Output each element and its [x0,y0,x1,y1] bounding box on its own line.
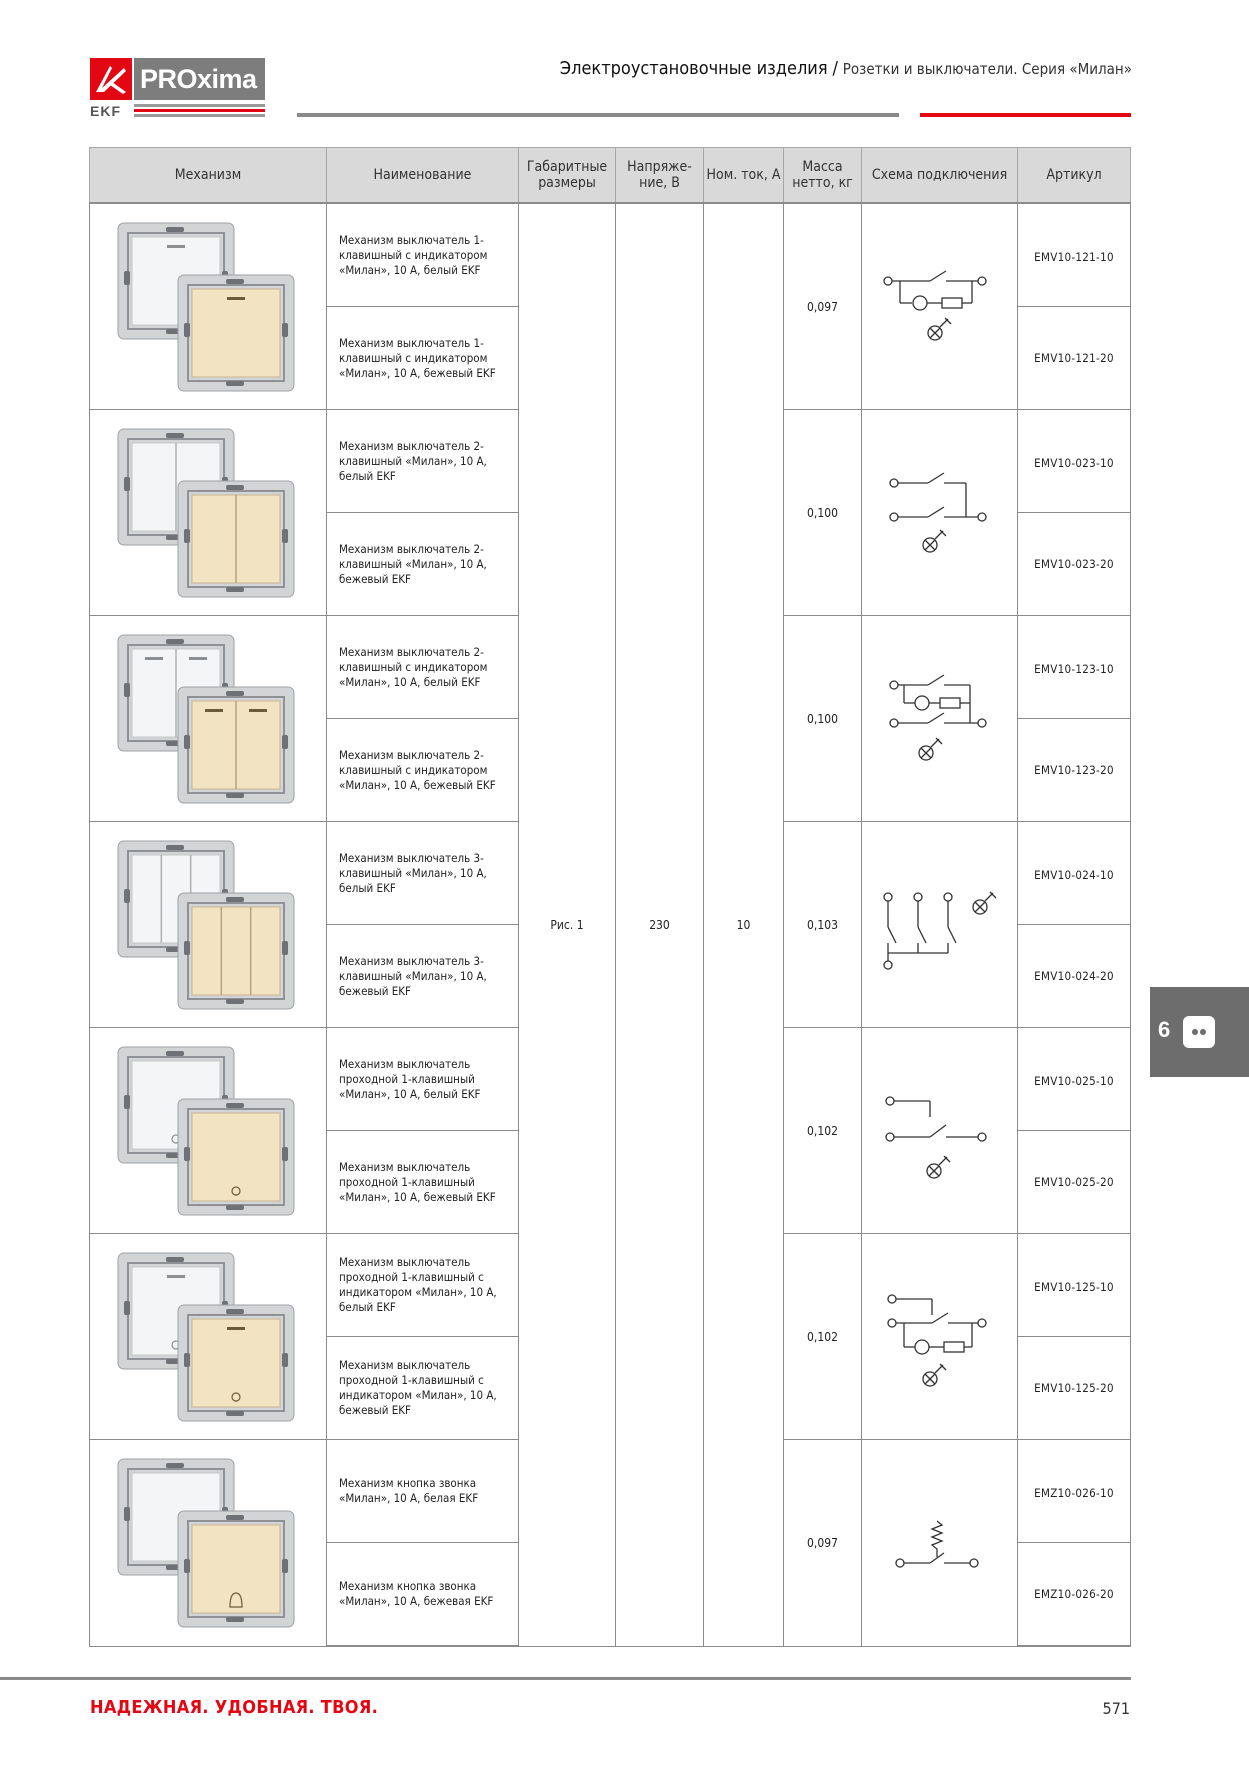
mechanism-image [90,1234,327,1440]
current-cell: 10 [704,203,784,1646]
product-name: Механизм выключатель проходной 1-клавишный с индикатором «Милан», 10 А, белый EKF [327,1234,519,1337]
col-header-current: Ном. ток, А [704,148,784,204]
product-name: Механизм кнопка звонка «Милан», 10 А, белая EKF [327,1440,519,1543]
mechanism-image [90,203,327,410]
col-header-mass: Масса нетто, кг [784,148,862,204]
header-title-main: Электроустановочные изделия [559,58,828,79]
product-name: Механизм выключатель 1-клавишный с индикатором «Милан», 10 А, бежевый EKF [327,307,519,410]
header-title-separator: / [832,58,838,79]
wiring-scheme [862,410,1018,616]
mechanism-image [90,616,327,822]
mass-cell: 0,102 [784,1234,862,1440]
product-name: Механизм выключатель проходной 1-клавишный «Милан», 10 А, белый EKF [327,1028,519,1131]
page-number: 571 [1102,1699,1130,1718]
table-header-row [90,148,1131,204]
article-code: EMV10-125-20 [1018,1337,1131,1440]
logo-sub: EKF [90,103,121,119]
mechanism-image [90,410,327,616]
product-name: Механизм выключатель проходной 1-клавишный «Милан», 10 А, бежевый EKF [327,1131,519,1234]
header-title [300,58,1132,79]
article-code: EMV10-023-10 [1018,410,1131,513]
socket-icon [1183,1016,1215,1048]
wiring-scheme [862,1028,1018,1234]
product-name: Механизм выключатель 2-клавишный с индикатором «Милан», 10 А, бежевый EKF [327,719,519,822]
table-row [90,203,1131,307]
footer-slogan: НАДЕЖНАЯ. УДОБНАЯ. ТВОЯ. [90,1697,379,1718]
mass-cell: 0,102 [784,1028,862,1234]
article-code: EMZ10-026-10 [1018,1440,1131,1543]
product-name: Механизм выключатель 3-клавишный «Милан», 10 А, белый EKF [327,822,519,925]
col-header-scheme: Схема подключения [862,148,1018,204]
mass-cell: 0,100 [784,410,862,616]
col-header-article: Артикул [1018,148,1131,204]
col-header-dimensions [519,148,616,204]
logo-stripes [134,104,265,118]
brand-logo [90,58,265,120]
table-body [90,203,1131,1646]
article-code: EMV10-121-10 [1018,203,1131,307]
article-code: EMV10-024-20 [1018,925,1131,1028]
mechanism-image [90,822,327,1028]
article-code: EMV10-024-10 [1018,822,1131,925]
article-code: EMZ10-026-20 [1018,1543,1131,1647]
article-code: EMV10-025-20 [1018,1131,1131,1234]
product-name: Механизм выключатель 3-клавишный «Милан», 10 А, бежевый EKF [327,925,519,1028]
article-code: EMV10-121-20 [1018,307,1131,410]
product-name: Механизм выключатель 1-клавишный с индикатором «Милан», 10 А, белый EKF [327,203,519,307]
product-name: Механизм выключатель 2-клавишный «Милан», 10 А, бежевый EKF [327,513,519,616]
mass-cell: 0,100 [784,616,862,822]
logo-text: PROxima [134,58,265,100]
mechanism-image [90,1440,327,1647]
voltage-cell: 230 [616,203,704,1646]
section-tab[interactable] [1150,987,1249,1077]
wiring-scheme [862,203,1018,410]
wiring-scheme [862,616,1018,822]
product-name: Механизм выключатель 2-клавишный с индикатором «Милан», 10 А, белый EKF [327,616,519,719]
product-table [89,147,1131,1647]
col-header-dimensions-text: Габаритные размеры [526,159,608,191]
article-code: EMV10-123-20 [1018,719,1131,822]
product-name: Механизм выключатель 2-клавишный «Милан», 10 А, белый EKF [327,410,519,513]
wiring-scheme [862,1440,1018,1647]
wiring-scheme [862,822,1018,1028]
footer-rule [0,1677,1131,1680]
article-code: EMV10-023-20 [1018,513,1131,616]
product-name: Механизм кнопка звонка «Милан», 10 А, бежевая EKF [327,1543,519,1647]
mass-cell: 0,097 [784,203,862,410]
section-tab-number: 6 [1158,1017,1171,1042]
header-rule-red [920,113,1131,117]
product-name: Механизм выключатель проходной 1-клавишный с индикатором «Милан», 10 А, бежевый EKF [327,1337,519,1440]
col-header-name: Наименование [327,148,519,204]
mechanism-image [90,1028,327,1234]
article-code: EMV10-125-10 [1018,1234,1131,1337]
dimensions-cell: Рис. 1 [519,203,616,1646]
logo-mark-icon [90,58,132,100]
header-rule-gray [297,113,899,117]
article-code: EMV10-123-10 [1018,616,1131,719]
wiring-scheme [862,1234,1018,1440]
header-title-sub: Розетки и выключатели. Серия «Милан» [842,60,1132,78]
article-code: EMV10-025-10 [1018,1028,1131,1131]
mass-cell: 0,097 [784,1440,862,1647]
col-header-mechanism: Механизм [90,148,327,204]
mass-cell: 0,103 [784,822,862,1028]
col-header-voltage: Напряже-ние, В [616,148,704,204]
